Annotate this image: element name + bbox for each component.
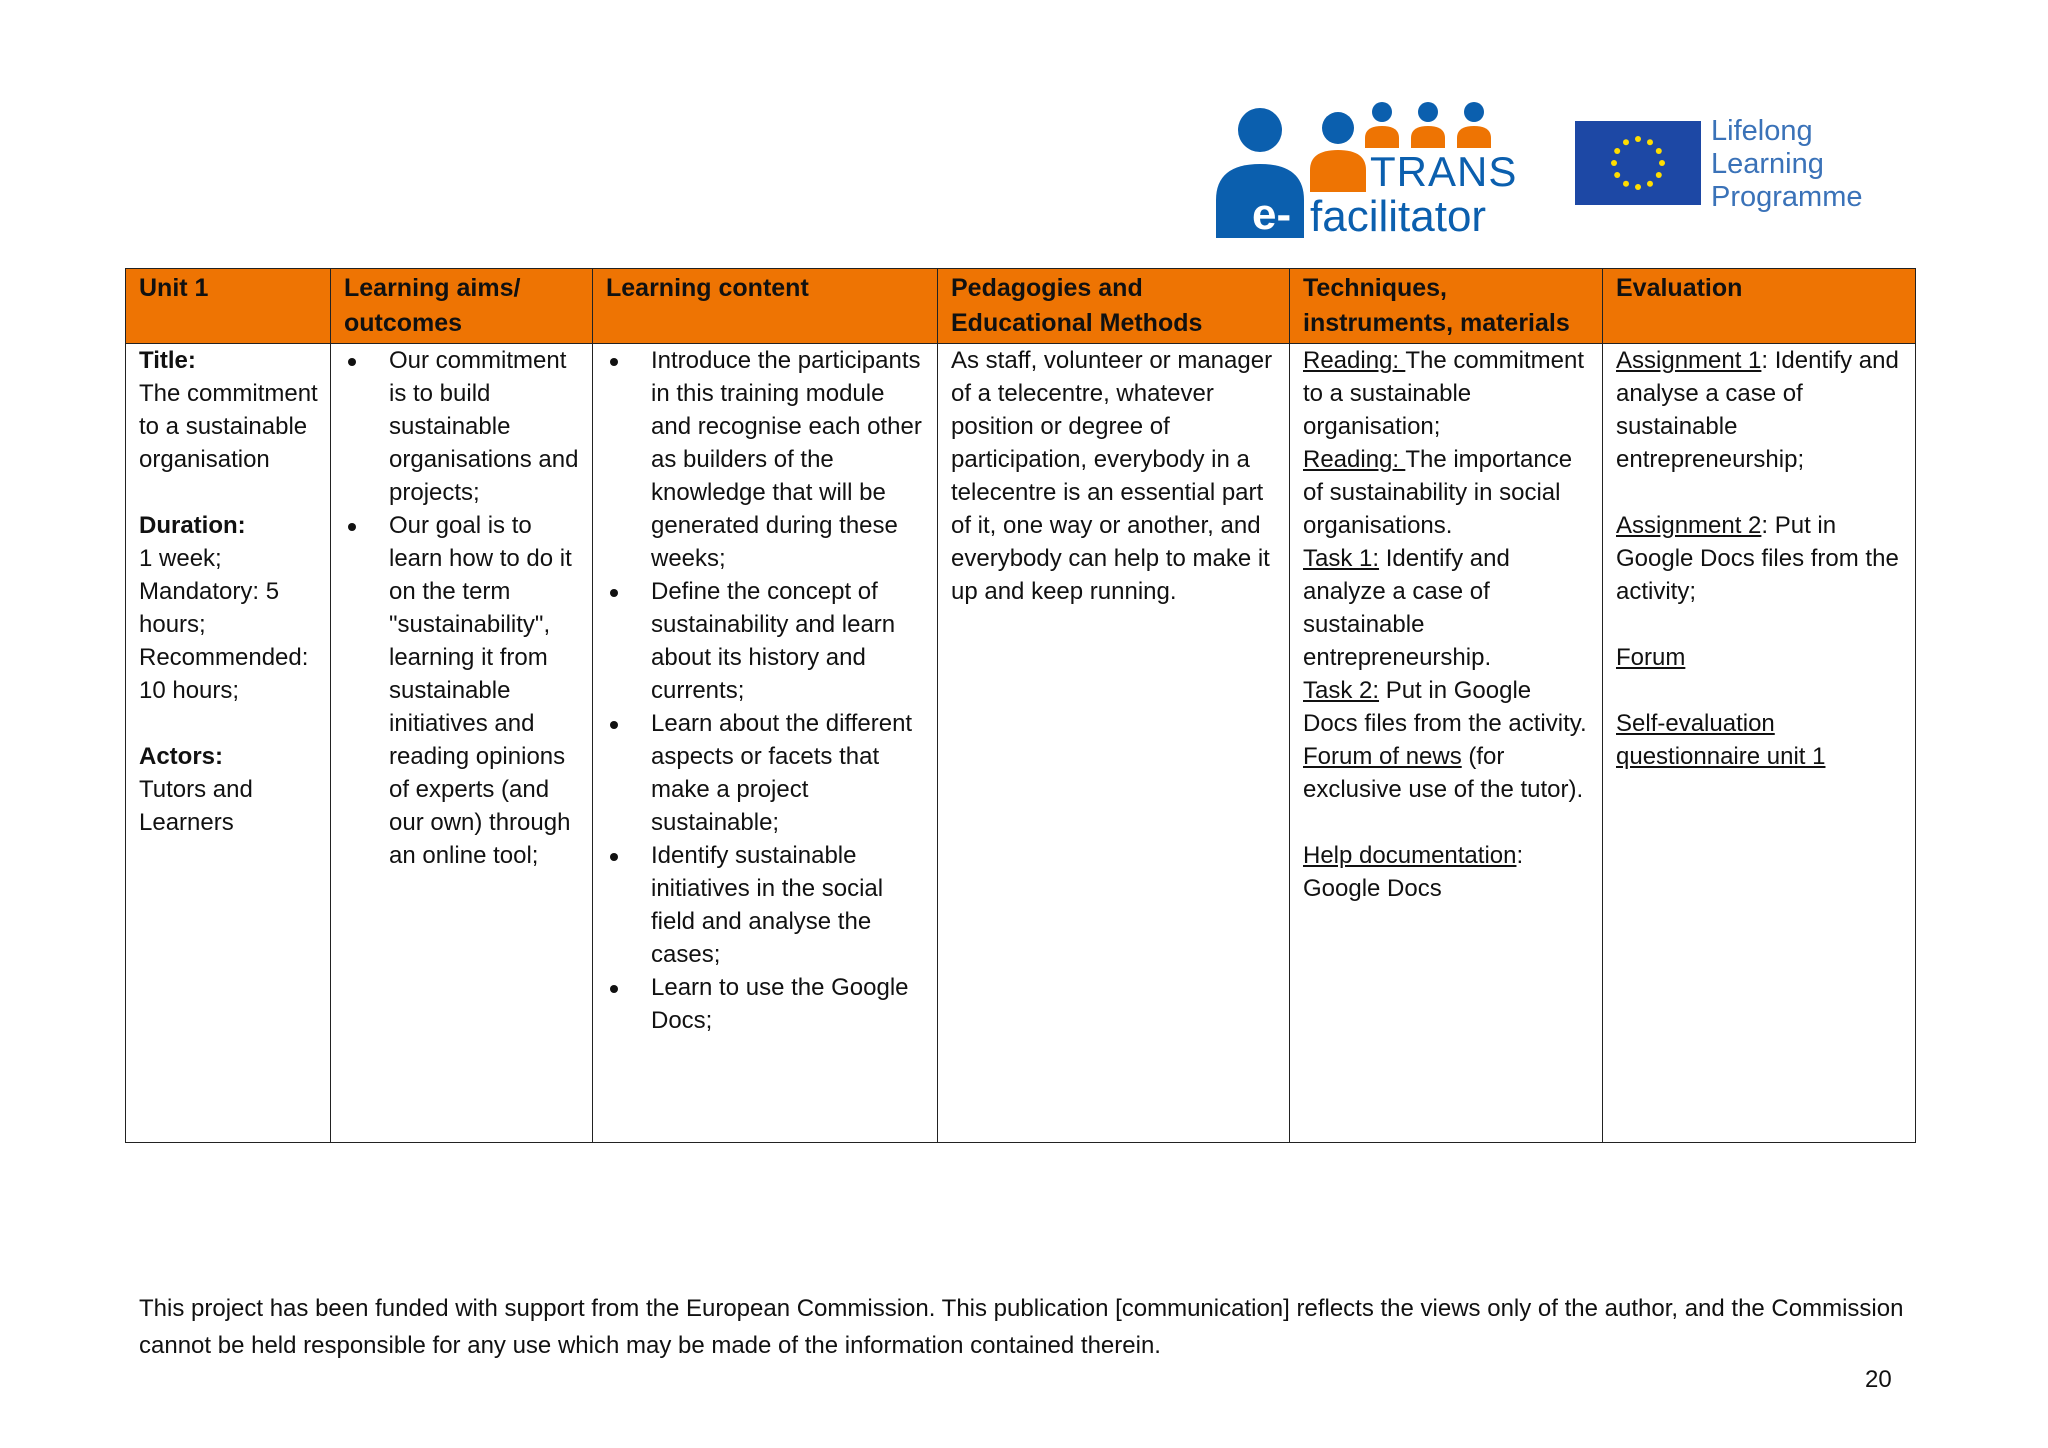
list-item: Define the concept of sustainability and learn about its history and currents; <box>606 575 927 707</box>
list-item: Learn to use the Google Docs; <box>606 971 927 1037</box>
table-header-row <box>126 269 1916 344</box>
reading-2-link[interactable]: Reading: <box>1303 446 1406 473</box>
actors-label: Actors: <box>139 743 224 770</box>
bullet-icon <box>610 985 618 993</box>
header-unit: Unit 1 <box>126 269 331 344</box>
bullet-icon <box>610 358 618 366</box>
logo-word-trans: TRANS <box>1370 148 1518 195</box>
forum-link[interactable]: Forum <box>1616 644 1686 671</box>
title-label: Title: <box>139 347 196 374</box>
duration-label: Duration: <box>139 512 246 539</box>
list-item: Learn about the different aspects or facets that make a project sustainable; <box>606 707 927 839</box>
logo-word-facilitator: facilitator <box>1310 192 1487 241</box>
header-evaluation: Evaluation <box>1603 269 1916 344</box>
eu-flag-icon <box>1575 121 1701 205</box>
cell-evaluation: Assignment 1: Identify and analyse a case of sustainable entrepreneurship; Assignment 2: Put in Google Docs files from the activity; Forum Self-evaluation questionnaire unit 1 <box>1603 344 1916 1143</box>
help-value: Google Docs <box>1303 875 1442 902</box>
actors-value: Tutors and Learners <box>139 776 253 836</box>
help-documentation-link[interactable]: Help documentation <box>1303 842 1517 869</box>
unit-syllabus-table <box>125 268 1916 1143</box>
header-learning-content: Learning content <box>593 269 938 344</box>
cell-techniques: Reading: The commitment to a sustainable organisation; Reading: The importance of sustainability in social organisations. Task 1: Identify and analyze a case of sustainable entrepreneurship. Task 2: Put in Google Docs files from the activity. Forum of news (for exclusive use of the tutor). Help documentation: Google Docs <box>1290 344 1603 1143</box>
cell-learning-aims <box>331 344 593 1143</box>
list-item: Identify sustainable initiatives in the social field and analyse the cases; <box>606 839 927 971</box>
funding-disclaimer: This project has been funded with support from the European Commission. This publication [communication] reflects the views only of the author, and the Commission cannot be held responsible for any use which may be made of the information contained therein. <box>139 1295 1904 1359</box>
self-evaluation-link[interactable]: Self-evaluation questionnaire unit 1 <box>1616 710 1826 770</box>
cell-learning-content <box>593 344 938 1143</box>
bullet-icon <box>610 853 618 861</box>
llp-line-2: Learning <box>1711 148 1824 180</box>
page-number: 20 <box>1865 1366 1892 1393</box>
bullet-icon <box>348 523 356 531</box>
list-item: Introduce the participants in this training module and recognise each other as builders of the knowledge that will be generated during these weeks; <box>606 344 927 575</box>
cell-pedagogies <box>938 344 1290 1143</box>
pedagogies-text: As staff, volunteer or manager of a telecentre, whatever position or degree of participation, everybody in a telecentre is an essential part of it, one way or another, and everybody can help to make it up and keep running. <box>951 347 1273 605</box>
assignment-1-link[interactable]: Assignment 1 <box>1616 347 1762 374</box>
header-learning-aims: Learning aims/ outcomes <box>331 269 593 344</box>
bullet-icon <box>348 358 356 366</box>
list-item: Our commitment is to build sustainable organisations and projects; <box>344 344 582 509</box>
task-2-link[interactable]: Task 2: <box>1303 677 1380 704</box>
bullet-icon <box>610 721 618 729</box>
cell-unit-info <box>126 344 331 1143</box>
forum-of-news-link[interactable]: Forum of news <box>1303 743 1462 770</box>
llp-line-3: Programme <box>1711 181 1863 213</box>
assignment-2-link[interactable]: Assignment 2 <box>1616 512 1762 539</box>
table-row <box>126 344 1916 1143</box>
title-value: The commitment to a sustainable organisation <box>139 380 318 473</box>
llp-line-1: Lifelong <box>1711 115 1813 147</box>
header-pedagogies: Pedagogies and Educational Methods <box>938 269 1290 344</box>
header-techniques: Techniques, instruments, materials <box>1290 269 1603 344</box>
bullet-icon <box>610 589 618 597</box>
logo-word-e: e- <box>1252 190 1292 239</box>
task-1-link[interactable]: Task 1: <box>1303 545 1380 572</box>
reading-1-link[interactable]: Reading: <box>1303 347 1406 374</box>
list-item: Our goal is to learn how to do it on the term "sustainability", learning it from sustainable initiatives and reading opinions of experts (and our own) through an online tool; <box>344 509 582 872</box>
duration-value: 1 week; Mandatory: 5 hours; Recommended: 10 hours; <box>139 545 309 704</box>
trans-e-facilitator-logo <box>1210 100 1518 241</box>
